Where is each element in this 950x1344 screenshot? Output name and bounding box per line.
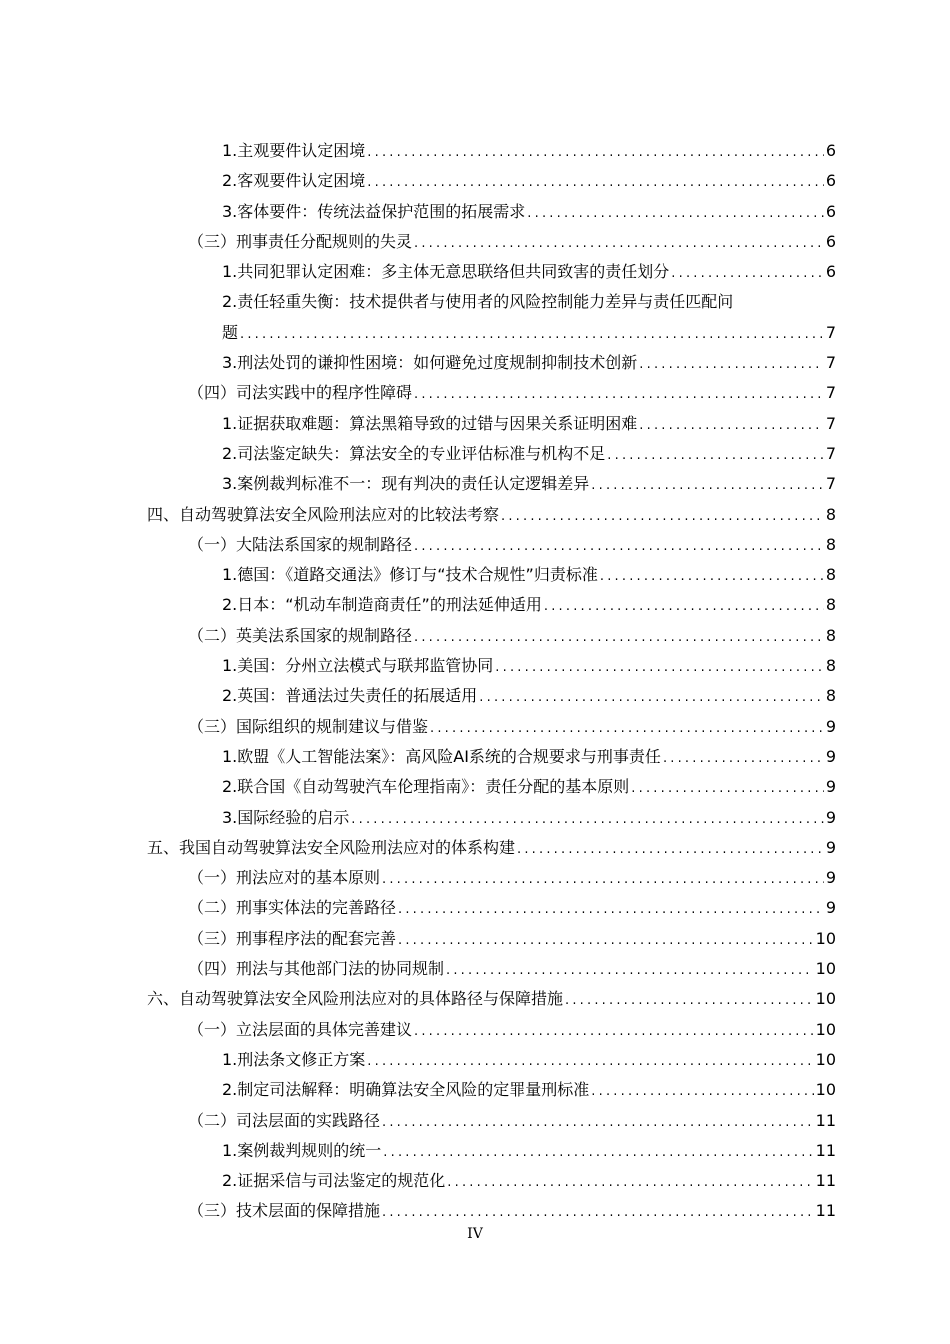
- toc-entry-title: 2.联合国《自动驾驶汽车伦理指南》：责任分配的基本原则: [222, 772, 631, 802]
- toc-entry-page-number: 7: [824, 469, 836, 499]
- toc-entry[interactable]: [0, 712, 950, 742]
- toc-entry[interactable]: [0, 197, 950, 227]
- toc-entry-line: [222, 469, 836, 501]
- toc-entry-page-number: 8: [824, 500, 836, 530]
- toc-entry-line: [222, 287, 836, 317]
- toc-entry[interactable]: [0, 833, 950, 863]
- toc-entry-page-number: 10: [814, 924, 836, 954]
- toc-entry-page-number: 11: [814, 1136, 836, 1166]
- toc-entry-title: 1.主观要件认定困境: [222, 136, 367, 166]
- toc-entry[interactable]: [0, 984, 950, 1014]
- toc-entry-page-number: 10: [814, 1045, 836, 1075]
- toc-entry-line: [188, 530, 836, 562]
- toc-entry-title: 2.制定司法解释：明确算法安全风险的定罪量刑标准: [222, 1075, 591, 1105]
- page-number: IV: [467, 1226, 483, 1242]
- toc-entry-title: （二）英美法系国家的规制路径: [188, 621, 414, 651]
- toc-dot-leader: [382, 865, 824, 895]
- toc-dot-leader: [639, 411, 824, 441]
- toc-entry[interactable]: [0, 772, 950, 802]
- toc-dot-leader: [671, 259, 824, 289]
- toc-entry-title: 3.刑法处罚的谦抑性困境：如何避免过度规制抑制技术创新: [222, 348, 639, 378]
- toc-dot-leader: [240, 320, 824, 350]
- toc-entry-title: 2.英国：普通法过失责任的拓展适用: [222, 681, 479, 711]
- toc-entry-page-number: 9: [824, 712, 836, 742]
- toc-entry-page-number: 6: [824, 166, 836, 196]
- toc-entry-line: [188, 893, 836, 925]
- toc-entry[interactable]: [0, 348, 950, 378]
- toc-entry-title: 1.美国：分州立法模式与联邦监管协同: [222, 651, 495, 681]
- toc-entry-line: [222, 772, 836, 804]
- toc-entry-page-number: 11: [814, 1196, 836, 1226]
- toc-entry[interactable]: [0, 136, 950, 166]
- toc-entry-line: [222, 348, 836, 380]
- toc-entry-title: （一）刑法应对的基本原则: [188, 863, 382, 893]
- toc-entry[interactable]: [0, 1136, 950, 1166]
- toc-dot-leader: [591, 1077, 813, 1107]
- toc-entry-page-number: 8: [824, 681, 836, 711]
- toc-entry-line: [222, 409, 836, 441]
- toc-dot-leader: [414, 380, 824, 410]
- toc-entry-page-number: 6: [824, 197, 836, 227]
- toc-entry-title: 1.刑法条文修正方案: [222, 1045, 367, 1075]
- toc-entry[interactable]: [0, 590, 950, 620]
- toc-dot-leader: [591, 471, 824, 501]
- toc-entry-page-number: 6: [824, 136, 836, 166]
- toc-entry-line: [222, 590, 836, 622]
- toc-entry-page-number: 7: [824, 378, 836, 408]
- toc-dot-leader: [414, 229, 824, 259]
- toc-entry[interactable]: [0, 439, 950, 469]
- toc-dot-leader: [527, 199, 824, 229]
- toc-entry-line: [188, 863, 836, 895]
- toc-entry-line: [222, 439, 836, 471]
- toc-entry-line: [188, 1106, 836, 1138]
- toc-dot-leader: [544, 592, 824, 622]
- toc-entry-line: [188, 924, 836, 956]
- toc-entry-line: [222, 257, 836, 289]
- toc-entry[interactable]: [0, 1196, 950, 1226]
- toc-entry-page-number: 9: [824, 893, 836, 923]
- toc-dot-leader: [663, 744, 824, 774]
- toc-entry-page-number: 6: [824, 227, 836, 257]
- toc-entry-page-number: 10: [814, 1075, 836, 1105]
- toc-entry[interactable]: [0, 378, 950, 408]
- toc-entry[interactable]: [0, 530, 950, 560]
- toc-dot-leader: [367, 168, 824, 198]
- toc-entry-title: 五、我国自动驾驶算法安全风险刑法应对的体系构建: [147, 833, 517, 863]
- toc-entry-page-number: 8: [824, 530, 836, 560]
- toc-entry[interactable]: [0, 954, 950, 984]
- toc-entry-line: [188, 712, 836, 744]
- toc-entry[interactable]: [0, 893, 950, 923]
- toc-entry[interactable]: [0, 742, 950, 772]
- toc-entry-title: 2.司法鉴定缺失：算法安全的专业评估标准与机构不足: [222, 439, 607, 469]
- toc-dot-leader: [382, 1108, 814, 1138]
- toc-entry-title: （三）刑事程序法的配套完善: [188, 924, 398, 954]
- toc-dot-leader: [383, 1138, 813, 1168]
- toc-entry-page-number: 10: [814, 1015, 836, 1045]
- toc-dot-leader: [367, 1047, 813, 1077]
- toc-dot-leader: [414, 1017, 814, 1047]
- toc-dot-leader: [414, 532, 824, 562]
- toc-entry[interactable]: [0, 227, 950, 257]
- toc-entry-title: （三）刑事责任分配规则的失灵: [188, 227, 414, 257]
- toc-entry-page-number: 8: [824, 590, 836, 620]
- toc-entry-line: [222, 166, 836, 198]
- toc-entry-title: （三）技术层面的保障措施: [188, 1196, 382, 1226]
- toc-dot-leader: [367, 138, 824, 168]
- toc-entry-title: （三）国际组织的规制建议与借鉴: [188, 712, 430, 742]
- toc-dot-leader: [447, 1168, 813, 1198]
- toc-entry[interactable]: [0, 651, 950, 681]
- toc-entry-title: 2.客观要件认定困境: [222, 166, 367, 196]
- toc-entry-title: 1.案例裁判规则的统一: [222, 1136, 383, 1166]
- toc-entry-line: [222, 318, 836, 350]
- toc-entry-page-number: 10: [814, 954, 836, 984]
- toc-entry-title: 六、自动驾驶算法安全风险刑法应对的具体路径与保障措施: [147, 984, 565, 1014]
- toc-entry-title: 2.日本：“机动车制造商责任”的刑法延伸适用: [222, 590, 544, 620]
- toc-dot-leader: [446, 956, 814, 986]
- toc-entry-title: 1.德国：《道路交通法》修订与“技术合规性”归责标准: [222, 560, 600, 590]
- toc-entry-title: （四）刑法与其他部门法的协同规制: [188, 954, 446, 984]
- toc-entry-page-number: 8: [824, 560, 836, 590]
- toc-entry[interactable]: [0, 287, 950, 317]
- toc-dot-leader: [639, 350, 824, 380]
- toc-entry[interactable]: [0, 1015, 950, 1045]
- toc-entry-title: 四、自动驾驶算法安全风险刑法应对的比较法考察: [147, 500, 501, 530]
- toc-entry-title: 1.共同犯罪认定困难：多主体无意思联络但共同致害的责任划分: [222, 257, 671, 287]
- toc-entry-page-number: 11: [814, 1166, 836, 1196]
- toc-entry-line: [222, 560, 836, 592]
- toc-entry-page-number: 9: [824, 863, 836, 893]
- toc-entry-title: 3.客体要件：传统法益保护范围的拓展需求: [222, 197, 527, 227]
- toc-entry-page-number: 8: [824, 651, 836, 681]
- toc-entry-page-number: 9: [824, 772, 836, 802]
- toc-entry-page-number: 9: [824, 742, 836, 772]
- toc-entry[interactable]: [0, 924, 950, 954]
- toc-entry-page-number: 8: [824, 621, 836, 651]
- toc-dot-leader: [565, 986, 814, 1016]
- toc-entry[interactable]: [0, 621, 950, 651]
- toc-dot-leader: [414, 623, 824, 653]
- toc-entry-title: 3.案例裁判标准不一：现有判决的责任认定逻辑差异: [222, 469, 591, 499]
- toc-entry-line: [188, 378, 836, 410]
- toc-entry[interactable]: [0, 469, 950, 499]
- toc-entry[interactable]: [0, 1106, 950, 1136]
- toc-entry-page-number: 6: [824, 257, 836, 287]
- toc-entry-title: （二）刑事实体法的完善路径: [188, 893, 398, 923]
- toc-entry-page-number: 11: [814, 1106, 836, 1136]
- toc-dot-leader: [479, 683, 824, 713]
- toc-entry-page-number: 9: [824, 803, 836, 833]
- toc-dot-leader: [351, 805, 824, 835]
- toc-entry-line: [188, 227, 836, 259]
- toc-dot-leader: [495, 653, 824, 683]
- toc-entry-line: [188, 954, 836, 986]
- toc-entry[interactable]: [0, 257, 950, 287]
- toc-entry-title: 2.证据采信与司法鉴定的规范化: [222, 1166, 447, 1196]
- toc-entry-line: [147, 984, 836, 1016]
- toc-entry-line: [222, 1075, 836, 1107]
- toc-entry-title: （一）大陆法系国家的规制路径: [188, 530, 414, 560]
- toc-dot-leader: [398, 895, 824, 925]
- toc-entry-line: [222, 803, 836, 835]
- toc-entry-line: [222, 1136, 836, 1168]
- toc-dot-leader: [430, 714, 824, 744]
- toc-entry-line: [222, 651, 836, 683]
- toc-entry[interactable]: [0, 1166, 950, 1196]
- toc-entry-title: （四）司法实践中的程序性障碍: [188, 378, 414, 408]
- toc-entry-line: [222, 742, 836, 774]
- toc-entry-page-number: 9: [824, 833, 836, 863]
- toc-entry[interactable]: [0, 803, 950, 833]
- toc-dot-leader: [398, 926, 814, 956]
- toc-entry-page-number: 7: [824, 409, 836, 439]
- toc-dot-leader: [631, 774, 824, 804]
- toc-entry-line: [222, 681, 836, 713]
- toc-entry-title: 2.责任轻重失衡：技术提供者与使用者的风险控制能力差异与责任匹配问: [222, 287, 735, 317]
- toc-dot-leader: [517, 835, 824, 865]
- toc-entry-line: [188, 621, 836, 653]
- toc-dot-leader: [501, 502, 824, 532]
- toc-entry[interactable]: [0, 1045, 950, 1075]
- toc-entry-line: [222, 1166, 836, 1198]
- toc-entry[interactable]: [0, 409, 950, 439]
- toc-entry[interactable]: [0, 500, 950, 530]
- toc-entry[interactable]: [0, 1075, 950, 1105]
- toc-dot-leader: [600, 562, 824, 592]
- toc-dot-leader: [607, 441, 824, 471]
- toc-entry-line: [222, 136, 836, 168]
- toc-entry-title: （二）司法层面的实践路径: [188, 1106, 382, 1136]
- toc-entry-title: 题: [222, 318, 240, 348]
- toc-entry-page-number: 7: [824, 439, 836, 469]
- toc-entry-line: [222, 197, 836, 229]
- toc-entry[interactable]: [0, 681, 950, 711]
- toc-entry[interactable]: [0, 166, 950, 196]
- toc-entry-page-number: 7: [824, 348, 836, 378]
- toc-entry-title: 1.欧盟《人工智能法案》：高风险AI系统的合规要求与刑事责任: [222, 742, 663, 772]
- toc-entry[interactable]: [0, 318, 950, 348]
- toc-entry[interactable]: [0, 560, 950, 590]
- table-of-contents: [0, 136, 950, 1227]
- toc-entry-title: 1.证据获取难题：算法黑箱导致的过错与因果关系证明困难: [222, 409, 639, 439]
- toc-entry-title: 3.国际经验的启示: [222, 803, 351, 833]
- toc-entry-title: （一）立法层面的具体完善建议: [188, 1015, 414, 1045]
- toc-entry-page-number: 10: [814, 984, 836, 1014]
- toc-entry-line: [222, 1045, 836, 1077]
- toc-entry[interactable]: [0, 863, 950, 893]
- toc-entry-line: [188, 1015, 836, 1047]
- toc-entry-page-number: 7: [824, 318, 836, 348]
- toc-entry-line: [147, 500, 836, 532]
- toc-entry-line: [147, 833, 836, 865]
